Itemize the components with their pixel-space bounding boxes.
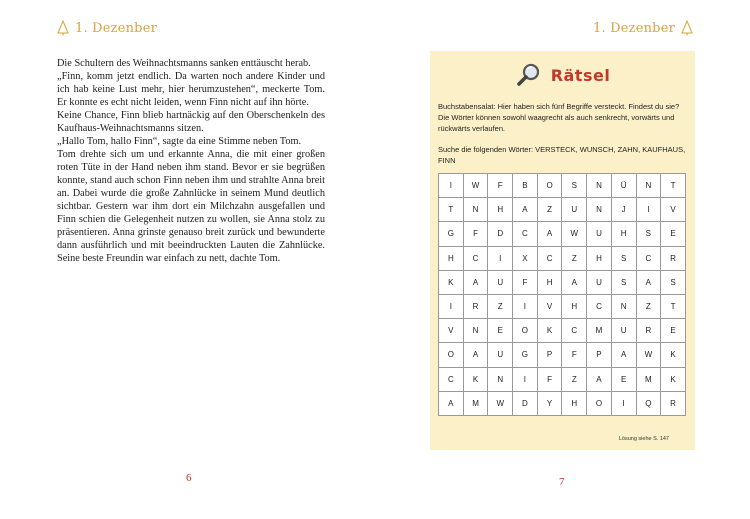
- puzzle-word-list: Suche die folgenden Wörter: VERSTECK, WUNSCH, ZAHN, KAUFHAUS, FINN: [438, 145, 686, 165]
- grid-cell[interactable]: O: [513, 319, 538, 343]
- grid-row: [439, 367, 686, 391]
- grid-cell[interactable]: M: [587, 319, 612, 343]
- grid-cell[interactable]: Z: [562, 246, 587, 270]
- grid-cell[interactable]: E: [661, 222, 686, 246]
- grid-cell[interactable]: G: [439, 222, 464, 246]
- grid-cell[interactable]: A: [513, 198, 538, 222]
- grid-cell[interactable]: K: [463, 367, 488, 391]
- grid-cell[interactable]: H: [611, 222, 636, 246]
- grid-row: [439, 391, 686, 415]
- right-page-header-title: 1. Dezenber: [593, 20, 675, 36]
- christmas-tree-icon: [57, 20, 69, 36]
- grid-cell[interactable]: N: [636, 174, 661, 198]
- solution-note: Lösung siehe S. 147: [618, 436, 669, 442]
- grid-cell[interactable]: R: [463, 294, 488, 318]
- grid-cell[interactable]: Z: [488, 294, 513, 318]
- grid-cell[interactable]: K: [537, 319, 562, 343]
- story-text: [57, 57, 325, 265]
- grid-cell[interactable]: Z: [562, 367, 587, 391]
- right-page-number: 7: [559, 476, 565, 488]
- grid-cell[interactable]: R: [636, 319, 661, 343]
- christmas-tree-icon: [681, 20, 693, 36]
- grid-cell[interactable]: K: [661, 343, 686, 367]
- grid-cell[interactable]: A: [636, 270, 661, 294]
- grid-cell[interactable]: J: [611, 198, 636, 222]
- grid-cell[interactable]: F: [513, 270, 538, 294]
- grid-row: [439, 270, 686, 294]
- grid-row: [439, 246, 686, 270]
- grid-cell[interactable]: H: [562, 391, 587, 415]
- grid-cell[interactable]: F: [463, 222, 488, 246]
- grid-cell[interactable]: H: [562, 294, 587, 318]
- grid-cell[interactable]: A: [439, 391, 464, 415]
- right-page-header: [593, 20, 693, 36]
- grid-cell[interactable]: W: [488, 391, 513, 415]
- grid-cell[interactable]: Q: [636, 391, 661, 415]
- grid-row: [439, 343, 686, 367]
- left-page-header: [57, 20, 157, 36]
- grid-cell[interactable]: C: [439, 367, 464, 391]
- grid-cell[interactable]: I: [439, 294, 464, 318]
- grid-cell[interactable]: W: [562, 222, 587, 246]
- grid-cell[interactable]: I: [488, 246, 513, 270]
- grid-cell[interactable]: V: [661, 198, 686, 222]
- grid-cell[interactable]: A: [463, 343, 488, 367]
- grid-cell[interactable]: I: [513, 294, 538, 318]
- grid-cell[interactable]: A: [463, 270, 488, 294]
- grid-row: [439, 319, 686, 343]
- grid-cell[interactable]: A: [562, 270, 587, 294]
- grid-cell[interactable]: F: [488, 174, 513, 198]
- grid-cell[interactable]: H: [488, 198, 513, 222]
- grid-cell[interactable]: T: [439, 198, 464, 222]
- grid-cell[interactable]: B: [513, 174, 538, 198]
- left-page-number: 6: [186, 472, 192, 484]
- grid-cell[interactable]: V: [439, 319, 464, 343]
- story-paragraph: Tom drehte sich um und erkannte Anna, die mit einer großen roten Tüte in der Hand neben ihm stand. Bevor er sie begrüßen konnte, stand auch schon Finn neben ihm und strahlte Anna breit an. Dabei wurde die große Zahnlücke in seinem Mund deutlich sichtbar. Gestern war ihm dort ein Milchzahn ausgefallen und Finn schien die Gelegenheit nutzen zu wollen, sie Anna stolz zu präsentieren. Anna grinste genauso breit zurück und bewunderte dann ausführlich und mit beeindruckten Lauten die Zahnlücke. Seine beste Freundin war einfach zu nett, dachte Tom.: [57, 149, 325, 264]
- grid-cell[interactable]: S: [611, 270, 636, 294]
- puzzle-box: [430, 51, 695, 450]
- puzzle-title: Rätsel: [550, 65, 611, 85]
- grid-cell[interactable]: W: [636, 343, 661, 367]
- grid-cell[interactable]: C: [636, 246, 661, 270]
- grid-row: [439, 294, 686, 318]
- grid-cell[interactable]: N: [463, 198, 488, 222]
- grid-cell[interactable]: Z: [537, 198, 562, 222]
- grid-cell[interactable]: P: [587, 343, 612, 367]
- grid-cell[interactable]: H: [587, 246, 612, 270]
- grid-cell[interactable]: R: [661, 246, 686, 270]
- grid-cell[interactable]: I: [636, 198, 661, 222]
- grid-cell[interactable]: Z: [636, 294, 661, 318]
- grid-cell[interactable]: T: [661, 294, 686, 318]
- left-page-header-title: 1. Dezenber: [75, 20, 157, 36]
- grid-cell[interactable]: U: [562, 198, 587, 222]
- grid-cell[interactable]: F: [562, 343, 587, 367]
- grid-row: [439, 198, 686, 222]
- puzzle-instructions: [438, 101, 688, 166]
- magnifier-icon: [515, 61, 543, 89]
- grid-cell[interactable]: E: [488, 319, 513, 343]
- grid-cell[interactable]: D: [488, 222, 513, 246]
- grid-cell[interactable]: K: [439, 270, 464, 294]
- grid-cell[interactable]: T: [661, 174, 686, 198]
- grid-cell[interactable]: S: [611, 246, 636, 270]
- grid-cell[interactable]: X: [513, 246, 538, 270]
- grid-cell[interactable]: S: [661, 270, 686, 294]
- grid-cell[interactable]: G: [513, 343, 538, 367]
- grid-cell[interactable]: N: [587, 174, 612, 198]
- grid-cell[interactable]: U: [488, 343, 513, 367]
- grid-cell[interactable]: W: [463, 174, 488, 198]
- grid-cell[interactable]: H: [439, 246, 464, 270]
- grid-cell[interactable]: C: [537, 246, 562, 270]
- grid-cell[interactable]: M: [463, 391, 488, 415]
- grid-cell[interactable]: U: [587, 222, 612, 246]
- grid-cell[interactable]: K: [661, 367, 686, 391]
- grid-cell[interactable]: A: [611, 343, 636, 367]
- grid-cell[interactable]: O: [439, 343, 464, 367]
- grid-cell[interactable]: P: [537, 343, 562, 367]
- grid-cell[interactable]: I: [513, 367, 538, 391]
- grid-cell[interactable]: N: [488, 367, 513, 391]
- grid-cell[interactable]: E: [611, 367, 636, 391]
- grid-cell[interactable]: N: [611, 294, 636, 318]
- grid-cell[interactable]: Y: [537, 391, 562, 415]
- grid-cell[interactable]: A: [587, 367, 612, 391]
- grid-cell[interactable]: F: [537, 367, 562, 391]
- grid-cell[interactable]: U: [587, 270, 612, 294]
- grid-cell[interactable]: C: [562, 319, 587, 343]
- story-paragraph: Keine Chance, Finn blieb hartnäckig auf den Oberschenkeln des Kaufhaus-Weihnachtsmanns sitzen.: [57, 110, 325, 134]
- grid-cell[interactable]: Ü: [611, 174, 636, 198]
- word-search-grid: [438, 173, 686, 416]
- story-paragraph: „Hallo Tom, hallo Finn“, sagte da eine Stimme neben Tom.: [57, 136, 302, 147]
- grid-cell[interactable]: O: [587, 391, 612, 415]
- grid-cell[interactable]: O: [537, 174, 562, 198]
- grid-cell[interactable]: N: [587, 198, 612, 222]
- grid-cell[interactable]: I: [439, 174, 464, 198]
- grid-cell[interactable]: M: [636, 367, 661, 391]
- grid-cell[interactable]: C: [463, 246, 488, 270]
- grid-cell[interactable]: I: [611, 391, 636, 415]
- grid-row: [439, 222, 686, 246]
- story-paragraph: „Finn, komm jetzt endlich. Da warten noch andere Kinder und ich hab keine Lust mehr, hier herumzustehen“, meckerte Tom. Er konnte es echt nicht leiden, wenn Finn nicht auf ihn hörte.: [57, 71, 325, 108]
- grid-cell[interactable]: U: [488, 270, 513, 294]
- grid-cell[interactable]: C: [513, 222, 538, 246]
- grid-cell[interactable]: S: [562, 174, 587, 198]
- grid-cell[interactable]: V: [537, 294, 562, 318]
- story-paragraph: Die Schultern des Weihnachtsmanns sanken enttäuscht herab.: [57, 58, 311, 69]
- grid-cell[interactable]: H: [537, 270, 562, 294]
- grid-cell[interactable]: S: [636, 222, 661, 246]
- grid-cell[interactable]: R: [661, 391, 686, 415]
- puzzle-instruction-text: Buchstabensalat: Hier haben sich fünf Begriffe versteckt. Findest du sie? Die Wörter können sowohl waagrecht als auch senkrecht, vorwärts und rückwärts verlaufen.: [438, 102, 680, 133]
- grid-cell[interactable]: C: [587, 294, 612, 318]
- puzzle-title-row: [430, 61, 695, 89]
- grid-cell[interactable]: N: [463, 319, 488, 343]
- grid-cell[interactable]: U: [611, 319, 636, 343]
- grid-cell[interactable]: A: [537, 222, 562, 246]
- grid-row: [439, 174, 686, 198]
- grid-cell[interactable]: D: [513, 391, 538, 415]
- grid-cell[interactable]: E: [661, 319, 686, 343]
